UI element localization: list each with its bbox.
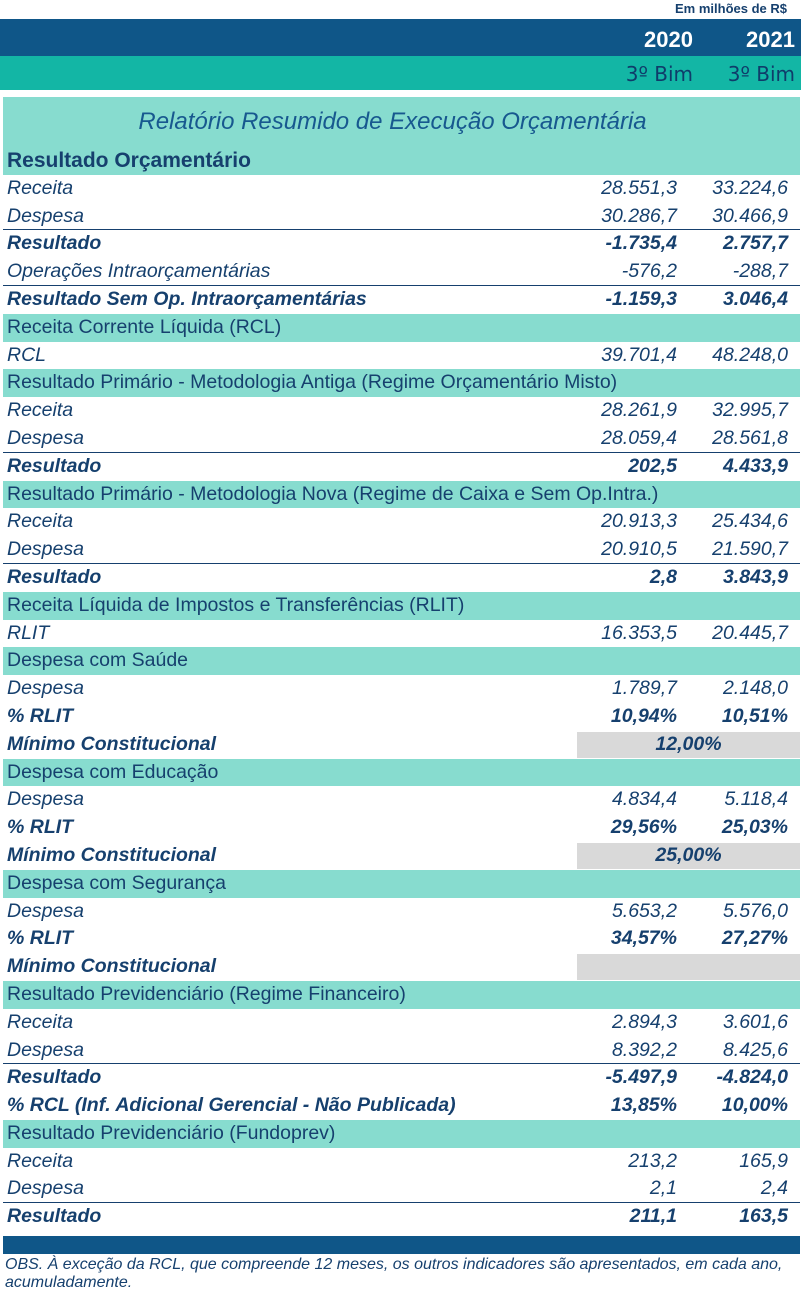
section-header-row (3, 981, 800, 1009)
section-header-row (3, 647, 800, 675)
value-2020: 39.701,4 (601, 343, 677, 366)
value-2021: 32.995,7 (712, 399, 788, 422)
value-2021: -4.824,0 (716, 1066, 788, 1089)
table-row (3, 1064, 800, 1092)
section-label: Receita Corrente Líquida (RCL) (7, 315, 282, 338)
section-header-row (3, 314, 800, 342)
minimum-value: 25,00% (655, 843, 722, 866)
value-2021: 165,9 (739, 1149, 788, 1172)
value-2021: 10,00% (721, 1094, 788, 1117)
table-row (3, 786, 800, 814)
section-label: Despesa com Saúde (7, 649, 189, 672)
row-label: Resultado (7, 232, 102, 255)
value-2021: 2.757,7 (722, 232, 788, 255)
footnote: OBS. À exceção da RCL, que compreende 12 meses, os outros indicadores são apresentados, em cada ano, acumuladamente. (5, 1256, 783, 1291)
value-2021: 2,4 (760, 1177, 788, 1200)
value-2021: 25.434,6 (712, 510, 788, 533)
value-2021: -288,7 (732, 260, 788, 283)
table-row (3, 731, 800, 759)
minimum-value (577, 953, 800, 981)
value-2020: 28.059,4 (601, 426, 677, 449)
value-2021: 30.466,9 (712, 204, 788, 227)
row-label: Receita (7, 176, 74, 199)
value-2021: 3.601,6 (722, 1010, 788, 1033)
row-label: Receita (7, 1149, 74, 1172)
table-row (3, 397, 800, 425)
row-label: Despesa (7, 1038, 84, 1061)
value-2021: 8.425,6 (722, 1038, 788, 1061)
value-2021: 27,27% (721, 927, 788, 950)
table-row (3, 1175, 800, 1203)
value-2020: -1.735,4 (605, 232, 677, 255)
year-2020-header: 2020 (644, 27, 693, 52)
table-row (3, 675, 800, 703)
period-2021-header: 3º Bim (727, 62, 795, 86)
row-label: Receita (7, 399, 74, 422)
row-label: Despesa (7, 204, 84, 227)
table-row (3, 342, 800, 370)
section-label: Resultado Previdenciário (Fundoprev) (7, 1121, 336, 1144)
row-label: % RLIT (7, 704, 74, 727)
table-row (3, 258, 800, 286)
table-row (3, 425, 800, 453)
table-row (3, 286, 800, 314)
table-row (3, 230, 800, 258)
value-2021: 20.445,7 (712, 621, 788, 644)
table-row (3, 536, 800, 564)
row-label: Receita (7, 510, 74, 533)
value-2020: 202,5 (628, 454, 677, 477)
row-label: Resultado Sem Op. Intraorçamentárias (7, 287, 367, 310)
row-label: % RCL (Inf. Adicional Gerencial - Não Publicada) (7, 1094, 456, 1117)
value-2021: 21.590,7 (712, 538, 788, 561)
footer-bar (3, 1236, 800, 1254)
value-2020: -1.159,3 (605, 287, 677, 310)
section-header-row (3, 870, 800, 898)
table-row (3, 508, 800, 536)
row-label: Despesa (7, 1177, 84, 1200)
section-label: Despesa com Educação (7, 760, 219, 783)
row-label: Despesa (7, 538, 84, 561)
row-label: Receita (7, 1010, 74, 1033)
value-2020: 29,56% (610, 816, 677, 839)
value-2020: 8.392,2 (611, 1038, 677, 1061)
value-2020: 2,1 (649, 1177, 677, 1200)
row-label: % RLIT (7, 816, 74, 839)
row-label: Resultado (7, 454, 102, 477)
value-2020: 30.286,7 (601, 204, 677, 227)
value-2020: 2,8 (649, 565, 677, 588)
table-row (3, 203, 800, 231)
value-2021: 5.118,4 (724, 788, 788, 811)
period-2020-header: 3º Bim (625, 62, 693, 86)
value-2020: 28.261,9 (601, 399, 677, 422)
table-row (3, 620, 800, 648)
value-2020: 4.834,4 (611, 788, 677, 811)
section-label: Resultado Primário - Metodologia Nova (Regime de Caixa e Sem Op.Intra.) (7, 482, 659, 505)
table-row (3, 1203, 800, 1231)
value-2020: 211,1 (629, 1205, 677, 1228)
section-header-row (3, 759, 800, 787)
value-2021: 33.224,6 (712, 176, 788, 199)
table-row (3, 925, 800, 953)
value-2021: 163,5 (739, 1205, 788, 1228)
row-label: % RLIT (7, 927, 74, 950)
report-title: Relatório Resumido de Execução Orçamentária (138, 108, 647, 135)
value-2020: 1.789,7 (611, 677, 677, 700)
row-label: Despesa (7, 677, 84, 700)
value-2021: 28.561,8 (712, 426, 788, 449)
table-row (3, 1092, 800, 1120)
section-header-row (3, 147, 800, 175)
row-label: Resultado (7, 565, 102, 588)
section-header-row (3, 369, 800, 397)
row-label: RLIT (7, 621, 50, 644)
value-2021: 3.046,4 (722, 287, 788, 310)
value-2020: 10,94% (610, 704, 677, 727)
value-2020: 20.913,3 (601, 510, 677, 533)
table-row (3, 1037, 800, 1065)
table-row (3, 814, 800, 842)
row-label: Resultado (7, 1066, 102, 1089)
value-2021: 10,51% (721, 704, 788, 727)
value-2020: 213,2 (628, 1149, 677, 1172)
report-table (3, 147, 800, 1231)
value-2020: -5.497,9 (605, 1066, 677, 1089)
row-label: Mínimo Constitucional (7, 843, 217, 866)
row-label: Despesa (7, 899, 84, 922)
section-label: Resultado Primário - Metodologia Antiga (Regime Orçamentário Misto) (7, 371, 618, 394)
section-label: Receita Líquida de Impostos e Transferências (RLIT) (7, 593, 465, 616)
value-2020: 34,57% (610, 927, 677, 950)
row-label: RCL (7, 343, 47, 366)
units-note: Em milhões de R$ (675, 1, 787, 16)
table-row (3, 564, 800, 592)
row-label: Despesa (7, 426, 84, 449)
value-2021: 3.843,9 (722, 565, 788, 588)
table-row (3, 953, 800, 981)
section-label: Resultado Orçamentário (7, 149, 251, 172)
section-label: Resultado Previdenciário (Regime Financeiro) (7, 982, 406, 1005)
value-2021: 5.576,0 (722, 899, 788, 922)
table-row (3, 898, 800, 926)
value-2020: 2.894,3 (611, 1010, 677, 1033)
year-2021-header: 2021 (746, 27, 795, 52)
table-row (3, 453, 800, 481)
table-row (3, 175, 800, 203)
table-row (3, 1009, 800, 1037)
value-2020: 28.551,3 (601, 176, 677, 199)
row-label: Mínimo Constitucional (7, 955, 217, 978)
value-2020: 13,85% (610, 1094, 677, 1117)
row-label: Operações Intraorçamentárias (7, 260, 271, 283)
row-label: Despesa (7, 788, 84, 811)
section-header-row (3, 1120, 800, 1148)
section-header-row (3, 481, 800, 509)
value-2020: 20.910,5 (601, 538, 677, 561)
value-2021: 4.433,9 (722, 454, 788, 477)
row-label: Mínimo Constitucional (7, 732, 217, 755)
table-row (3, 703, 800, 731)
value-2020: -576,2 (621, 260, 677, 283)
value-2020: 5.653,2 (611, 899, 677, 922)
minimum-value: 12,00% (655, 732, 722, 755)
section-header-row (3, 592, 800, 620)
table-row (3, 1148, 800, 1176)
row-label: Resultado (7, 1205, 102, 1228)
value-2021: 48.248,0 (712, 343, 788, 366)
value-2021: 25,03% (721, 816, 788, 839)
value-2020: 16.353,5 (601, 621, 677, 644)
table-row (3, 842, 800, 870)
value-2021: 2.148,0 (722, 677, 788, 700)
section-label: Despesa com Segurança (7, 871, 226, 894)
